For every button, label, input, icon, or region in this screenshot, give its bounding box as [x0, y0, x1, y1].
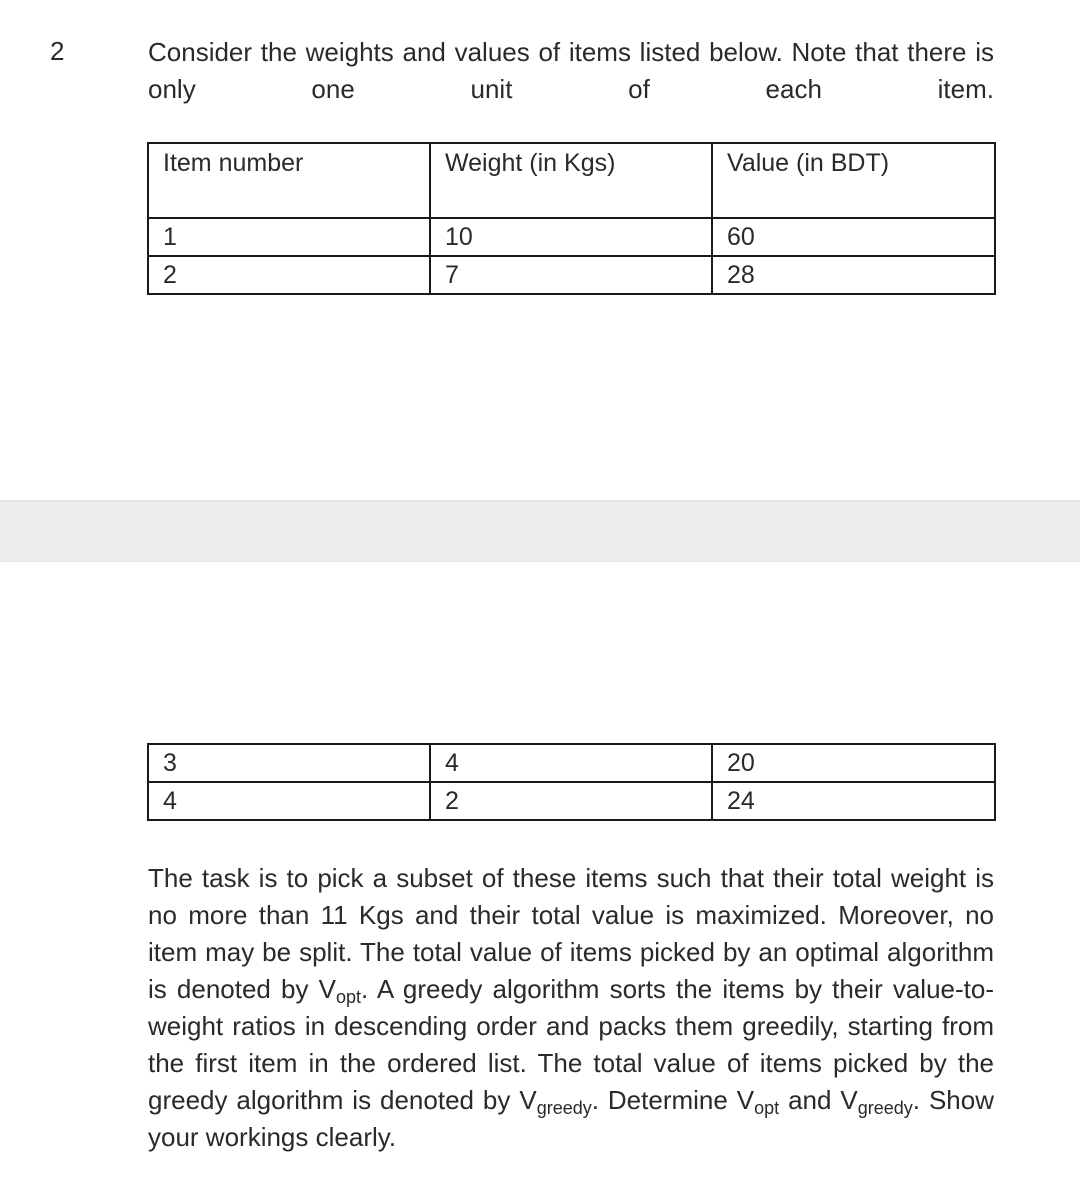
- question-intro: Consider the weights and values of items listed below. Note that there is only one unit of each item.: [148, 37, 994, 104]
- table-row: [148, 256, 995, 294]
- subscript-opt-2: opt: [754, 1098, 780, 1118]
- cell-item-number: 4: [148, 782, 430, 820]
- page-break-gap: [0, 500, 1080, 562]
- table-row: [148, 218, 995, 256]
- items-table-top: [147, 142, 996, 295]
- table-header-row: [148, 143, 995, 218]
- subscript-greedy: greedy: [536, 1098, 592, 1118]
- header-value: Value (in BDT): [712, 143, 995, 218]
- cell-value: 60: [712, 218, 995, 256]
- subscript-greedy-2: greedy: [857, 1098, 913, 1118]
- cell-item-number: 3: [148, 744, 430, 782]
- task-description: [148, 860, 994, 1156]
- task-text-3: . Determine V: [591, 1085, 755, 1115]
- cell-item-number: 2: [148, 256, 430, 294]
- task-text-4: and V: [779, 1085, 858, 1115]
- items-table-continued: [147, 743, 996, 821]
- cell-weight: 4: [430, 744, 712, 782]
- header-weight: Weight (in Kgs): [430, 143, 712, 218]
- cell-value: 28: [712, 256, 995, 294]
- task-text-5: . Show your workings clearly.: [148, 1085, 994, 1152]
- cell-weight: 2: [430, 782, 712, 820]
- subscript-opt: opt: [335, 987, 361, 1007]
- task-text-1: The task is to pick a subset of these items such that their total weight is no more than 11 Kgs and their total value is maximized. Moreover, no item may be split. The total value of items picked by an optimal algorithm is denoted by V: [148, 863, 994, 1004]
- cell-weight: 10: [430, 218, 712, 256]
- table-row: [148, 782, 995, 820]
- table-row: [148, 744, 995, 782]
- cell-weight: 7: [430, 256, 712, 294]
- question-number: 2: [50, 36, 65, 66]
- cell-value: 24: [712, 782, 995, 820]
- cell-value: 20: [712, 744, 995, 782]
- task-text-2: . A greedy algorithm sorts the items by their value-to-weight ratios in descending order and packs them greedily, starting from the first item in the ordered list. The total value of items picked by the greedy algorithm is denoted by V: [148, 974, 995, 1115]
- cell-item-number: 1: [148, 218, 430, 256]
- header-item-number: Item number: [148, 143, 430, 218]
